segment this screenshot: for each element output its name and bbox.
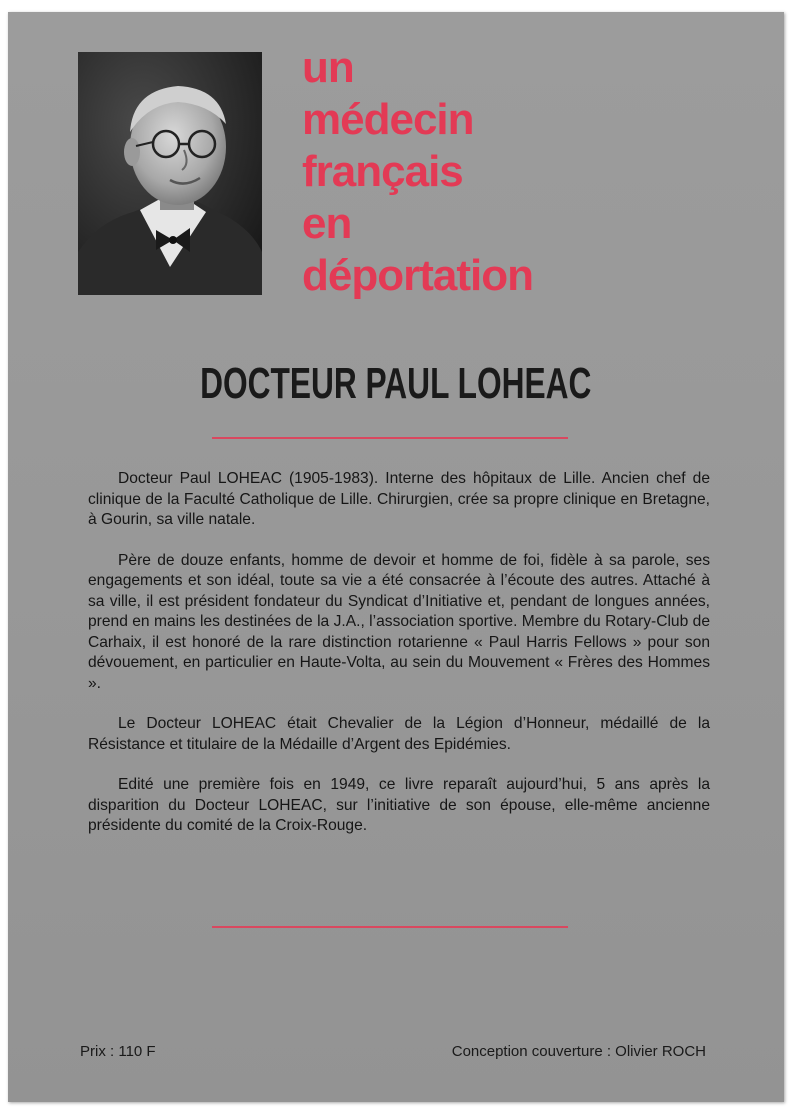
author-name: DOCTEUR PAUL LOHEAC: [200, 359, 592, 408]
divider-top: [212, 437, 568, 439]
cover-design-credit: Conception couverture : Olivier ROCH: [451, 1043, 706, 1060]
author-portrait-photo: [78, 52, 262, 295]
biography-paragraph: Docteur Paul LOHEAC (1905-1983). Interne des hôpitaux de Lille. Ancien chef de clinique de la Faculté Catholique de Lille. Chirurgien, crée sa propre clinique en Bretagne, à Gourin, sa ville natale.: [88, 470, 710, 528]
book-back-cover: [8, 12, 784, 1102]
title-line: en: [302, 199, 352, 248]
divider-bottom: [212, 926, 568, 928]
title-line: français: [302, 147, 463, 196]
title-line: un: [302, 43, 354, 92]
title-line: déportation: [302, 251, 533, 300]
price-label: Prix : 110 F: [80, 1043, 156, 1060]
biography-paragraph: Père de douze enfants, homme de devoir et homme de foi, fidèle à sa parole, ses engagements et son idéal, toute sa vie a été consacrée à l’écoute des autres. Attaché à sa ville, il est président fondateur du Syndicat d’Initiative et, pendant de longues années, prend en mains les destinées de la J.A., l’association sportive. Membre du Rotary-Club de Carhaix, il est honoré de la rare distinction rotarienne « Paul Harris Fellows » pour son dévouement, en particulier en Haute-Volta, au sein du Mouvement « Frères des Hommes ».: [88, 551, 710, 692]
author-name-heading: [8, 354, 784, 414]
biography-paragraph: Le Docteur LOHEAC était Chevalier de la Légion d’Honneur, médaillé de la Résistance et titulaire de la Médaille d’Argent des Epidémies.: [88, 715, 710, 753]
book-title: [302, 42, 722, 302]
biography-paragraph: Edité une première fois en 1949, ce livre reparaît aujourd’hui, 5 ans après la disparition du Docteur LOHEAC, sur l’initiative de son épouse, elle-même ancienne présidente du comité de la Croix-Rouge.: [88, 776, 710, 834]
biography-text: [88, 469, 710, 857]
title-line: médecin: [302, 95, 474, 144]
